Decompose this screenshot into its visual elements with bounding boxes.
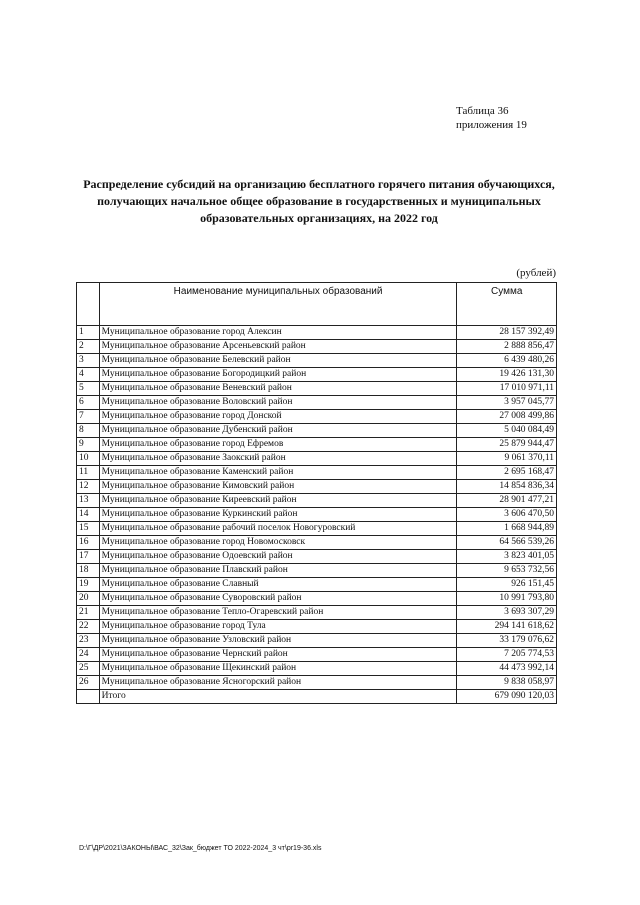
annex-appendix-number: приложения 19: [456, 119, 527, 131]
header-sum: Сумма: [457, 283, 557, 326]
table-row: [77, 452, 557, 466]
table-row: [77, 480, 557, 494]
table-header-row: [77, 283, 557, 326]
row-number: 7: [77, 410, 100, 424]
row-name: Муниципальное образование Суворовский район: [99, 592, 457, 606]
total-row: [77, 690, 557, 704]
row-sum: 17 010 971,11: [457, 382, 557, 396]
row-number: 10: [77, 452, 100, 466]
table-row: [77, 648, 557, 662]
row-sum: 28 901 477,21: [457, 494, 557, 508]
row-number: 9: [77, 438, 100, 452]
row-sum: 25 879 944,47: [457, 438, 557, 452]
row-number: 18: [77, 564, 100, 578]
row-name: Муниципальное образование Тепло-Огаревский район: [99, 606, 457, 620]
row-name: Муниципальное образование Славный: [99, 578, 457, 592]
table-row: [77, 466, 557, 480]
total-number: [77, 690, 100, 704]
row-name: Муниципальное образование Богородицкий район: [99, 368, 457, 382]
row-number: 6: [77, 396, 100, 410]
row-number: 12: [77, 480, 100, 494]
row-number: 8: [77, 424, 100, 438]
table-row: [77, 536, 557, 550]
row-number: 2: [77, 340, 100, 354]
row-number: 5: [77, 382, 100, 396]
row-name: Муниципальное образование Арсеньевский район: [99, 340, 457, 354]
row-number: 15: [77, 522, 100, 536]
table-row: [77, 606, 557, 620]
row-name: Муниципальное образование Ясногорский район: [99, 676, 457, 690]
row-sum: 9 061 370,11: [457, 452, 557, 466]
table-row: [77, 438, 557, 452]
row-number: 19: [77, 578, 100, 592]
row-name: Муниципальное образование Куркинский район: [99, 508, 457, 522]
row-number: 4: [77, 368, 100, 382]
row-number: 11: [77, 466, 100, 480]
row-sum: 10 991 793,80: [457, 592, 557, 606]
row-sum: 44 473 992,14: [457, 662, 557, 676]
table-row: [77, 382, 557, 396]
row-sum: 3 693 307,29: [457, 606, 557, 620]
row-name: Муниципальное образование Воловский район: [99, 396, 457, 410]
row-name: Муниципальное образование Кимовский район: [99, 480, 457, 494]
row-name: Муниципальное образование Плавский район: [99, 564, 457, 578]
table-row: [77, 634, 557, 648]
table-row: [77, 326, 557, 340]
row-name: Муниципальное образование Белевский район: [99, 354, 457, 368]
row-name: Муниципальное образование Чернский район: [99, 648, 457, 662]
row-name: Муниципальное образование Щекинский район: [99, 662, 457, 676]
row-name: Муниципальное образование рабочий поселок Новогуровский: [99, 522, 457, 536]
row-name: Муниципальное образование город Тула: [99, 620, 457, 634]
row-name: Муниципальное образование город Алексин: [99, 326, 457, 340]
row-number: 16: [77, 536, 100, 550]
table-row: [77, 508, 557, 522]
annex-label: [456, 104, 527, 132]
row-name: Муниципальное образование Веневский район: [99, 382, 457, 396]
table-row: [77, 494, 557, 508]
row-sum: 1 668 944,89: [457, 522, 557, 536]
row-sum: 19 426 131,30: [457, 368, 557, 382]
table-row: [77, 424, 557, 438]
table-row: [77, 592, 557, 606]
row-sum: 5 040 084,49: [457, 424, 557, 438]
table-row: [77, 662, 557, 676]
row-number: 13: [77, 494, 100, 508]
table-row: [77, 676, 557, 690]
row-sum: 2 695 168,47: [457, 466, 557, 480]
row-name: Муниципальное образование город Ефремов: [99, 438, 457, 452]
row-sum: 14 854 836,34: [457, 480, 557, 494]
row-sum: 33 179 076,62: [457, 634, 557, 648]
row-number: 17: [77, 550, 100, 564]
row-sum: 7 205 774,53: [457, 648, 557, 662]
row-number: 21: [77, 606, 100, 620]
table-body: [77, 326, 557, 690]
table-row: [77, 620, 557, 634]
row-sum: 3 823 401,05: [457, 550, 557, 564]
row-name: Муниципальное образование Киреевский район: [99, 494, 457, 508]
row-sum: 3 606 470,50: [457, 508, 557, 522]
row-number: 26: [77, 676, 100, 690]
total-sum: 679 090 120,03: [457, 690, 557, 704]
table-row: [77, 578, 557, 592]
row-sum: 27 008 499,86: [457, 410, 557, 424]
row-number: 3: [77, 354, 100, 368]
row-name: Муниципальное образование Заокский район: [99, 452, 457, 466]
row-sum: 294 141 618,62: [457, 620, 557, 634]
row-number: 22: [77, 620, 100, 634]
annex-table-number: Таблица 36: [456, 105, 509, 117]
row-sum: 9 653 732,56: [457, 564, 557, 578]
table-row: [77, 354, 557, 368]
row-name: Муниципальное образование Дубенский район: [99, 424, 457, 438]
row-sum: 28 157 392,49: [457, 326, 557, 340]
subsidy-table: [76, 282, 557, 704]
row-sum: 926 151,45: [457, 578, 557, 592]
table-row: [77, 368, 557, 382]
row-sum: 6 439 480,26: [457, 354, 557, 368]
row-name: Муниципальное образование Каменский район: [99, 466, 457, 480]
file-path-footer: D:\Г\ДР\2021\ЗАКОНЫ\ВАС_32\Зак_бюджет ТО 2022-2024_3 чт\pr19-36.xls: [79, 845, 322, 852]
row-number: 20: [77, 592, 100, 606]
row-name: Муниципальное образование Одоевский район: [99, 550, 457, 564]
total-label: Итого: [99, 690, 457, 704]
header-number: [77, 283, 100, 326]
row-number: 23: [77, 634, 100, 648]
table-row: [77, 410, 557, 424]
row-name: Муниципальное образование город Донской: [99, 410, 457, 424]
row-sum: 9 838 058,97: [457, 676, 557, 690]
row-sum: 3 957 045,77: [457, 396, 557, 410]
table-row: [77, 522, 557, 536]
row-name: Муниципальное образование Узловский район: [99, 634, 457, 648]
table-row: [77, 396, 557, 410]
row-name: Муниципальное образование город Новомосковск: [99, 536, 457, 550]
row-sum: 2 888 856,47: [457, 340, 557, 354]
header-name: Наименование муниципальных образований: [99, 283, 457, 326]
table-row: [77, 564, 557, 578]
row-number: 14: [77, 508, 100, 522]
row-number: 25: [77, 662, 100, 676]
row-number: 24: [77, 648, 100, 662]
table-row: [77, 550, 557, 564]
document-title: Распределение субсидий на организацию бесплатного горячего питания обучающихся, получающих начальное общее образование в государственных и муниципальных образовательных организациях, на 2022 год: [83, 177, 555, 225]
unit-label: (рублей): [516, 267, 556, 279]
row-sum: 64 566 539,26: [457, 536, 557, 550]
row-number: 1: [77, 326, 100, 340]
table-row: [77, 340, 557, 354]
